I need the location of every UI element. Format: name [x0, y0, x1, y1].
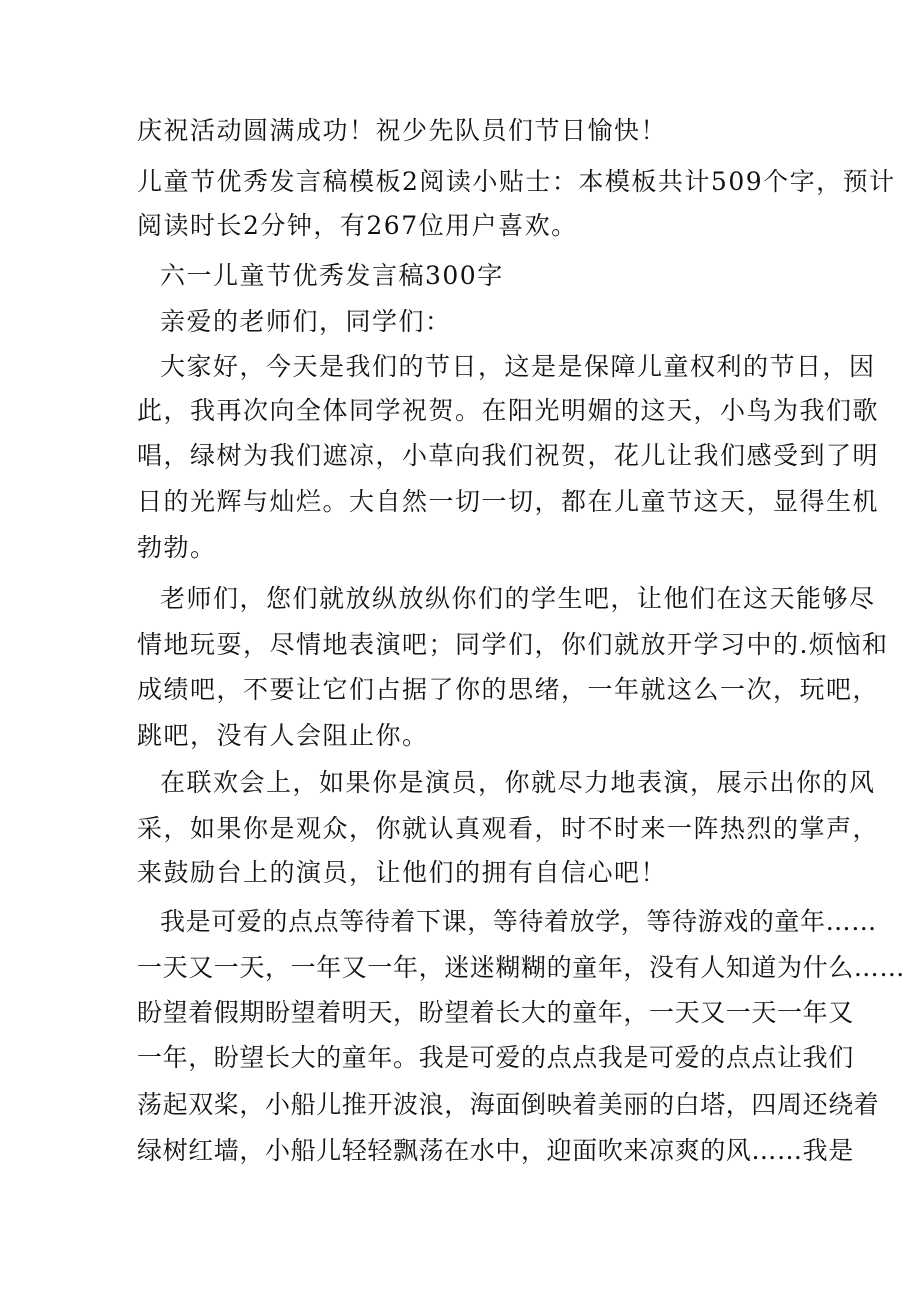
paragraph-line: 情地玩耍，尽情地表演吧；同学们，你们就放开学习中的.烦恼和: [137, 630, 889, 659]
paragraph-line: 儿童节优秀发言稿模板2阅读小贴士：本模板共计509个字，预计: [137, 167, 896, 196]
heading-line: 六一儿童节优秀发言稿300字: [160, 261, 504, 290]
salutation-line: 亲爱的老师们，同学们：: [160, 307, 452, 336]
paragraph-line: 荡起双桨，小船儿推开波浪，海面倒映着美丽的白塔，四周还绕着: [137, 1090, 880, 1119]
paragraph-line: 阅读时长2分钟，有267位用户喜欢。: [137, 211, 578, 240]
paragraph-line: 我是可爱的点点等待着下课，等待着放学，等待游戏的童年……: [160, 907, 877, 936]
paragraph-line: 此，我再次向全体同学祝贺。在阳光明媚的这天，小鸟为我们歌: [137, 396, 880, 425]
paragraph-line: 庆祝活动圆满成功！祝少先队员们节日愉快！: [137, 116, 668, 145]
paragraph-line: 勃勃。: [137, 533, 217, 562]
paragraph-line: 绿树红墙，小船儿轻轻飘荡在水中，迎面吹来凉爽的风……我是: [137, 1136, 854, 1165]
paragraph-line: 大家好，今天是我们的节日，这是是保障儿童权利的节日，因: [160, 352, 876, 381]
paragraph-line: 一天又一天，一年又一年，迷迷糊糊的童年，没有人知道为什么……: [137, 953, 906, 982]
paragraph-line: 盼望着假期盼望着明天，盼望着长大的童年，一天又一天一年又: [137, 998, 854, 1027]
paragraph-line: 来鼓励台上的演员，让他们的拥有自信心吧！: [137, 858, 668, 887]
paragraph-line: 老师们，您们就放纵放纵你们的学生吧，让他们在这天能够尽: [160, 584, 876, 613]
paragraph-line: 采，如果你是观众，你就认真观看，时不时来一阵热烈的掌声，: [137, 814, 880, 843]
paragraph-line: 跳吧，没有人会阻止你。: [137, 721, 429, 750]
paragraph-line: 日的光辉与灿烂。大自然一切一切，都在儿童节这天，显得生机: [137, 487, 880, 516]
paragraph-line: 在联欢会上，如果你是演员，你就尽力地表演，展示出你的风: [160, 768, 876, 797]
paragraph-line: 唱，绿树为我们遮凉，小草向我们祝贺，花儿让我们感受到了明: [137, 441, 880, 470]
paragraph-line: 一年，盼望长大的童年。我是可爱的点点我是可爱的点点让我们: [137, 1043, 854, 1072]
paragraph-line: 成绩吧，不要让它们占据了你的思绪，一年就这么一次，玩吧，: [137, 675, 880, 704]
